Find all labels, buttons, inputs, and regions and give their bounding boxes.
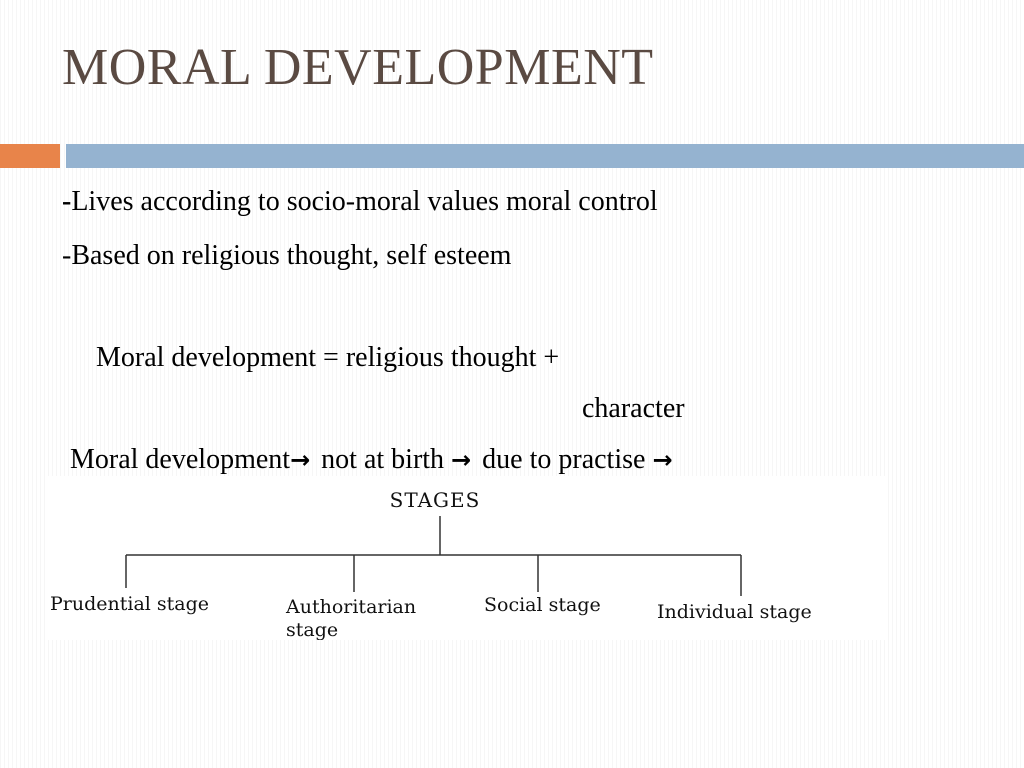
stage-node-prudential: Prudential stage bbox=[50, 593, 210, 615]
bullet-line-1-text: Lives according to socio-moral values moral control bbox=[71, 186, 658, 217]
stage-node-social: Social stage bbox=[484, 594, 601, 616]
arrow-right-icon: → bbox=[652, 446, 673, 474]
stage-node-individual: Individual stage bbox=[657, 601, 812, 623]
bullet-line-1 bbox=[62, 186, 658, 218]
sequence-item-1: Moral development bbox=[70, 444, 291, 475]
accent-bar-orange bbox=[0, 144, 60, 168]
equation-continuation: character bbox=[582, 393, 685, 424]
sequence-item-3: due to practise bbox=[482, 444, 646, 475]
stage-node-authoritarian-line2: stage bbox=[286, 619, 339, 640]
sequence-line bbox=[70, 444, 677, 476]
root-node-label: STAGES bbox=[389, 488, 481, 512]
bullet-dash: - bbox=[62, 186, 72, 217]
accent-bar-blue bbox=[66, 144, 1024, 168]
stages-tree bbox=[48, 476, 886, 640]
bullet-line-2: -Based on religious thought, self esteem bbox=[62, 240, 512, 271]
slide-title: MORAL DEVELOPMENT bbox=[62, 39, 654, 96]
arrow-right-icon: → bbox=[451, 446, 472, 474]
sequence-item-2: not at birth bbox=[321, 444, 445, 475]
equation-line: Moral development = religious thought + bbox=[96, 342, 560, 373]
arrow-right-icon: → bbox=[290, 446, 311, 474]
stage-node-authoritarian: Authoritarian bbox=[286, 596, 417, 618]
stages-diagram bbox=[48, 476, 886, 640]
